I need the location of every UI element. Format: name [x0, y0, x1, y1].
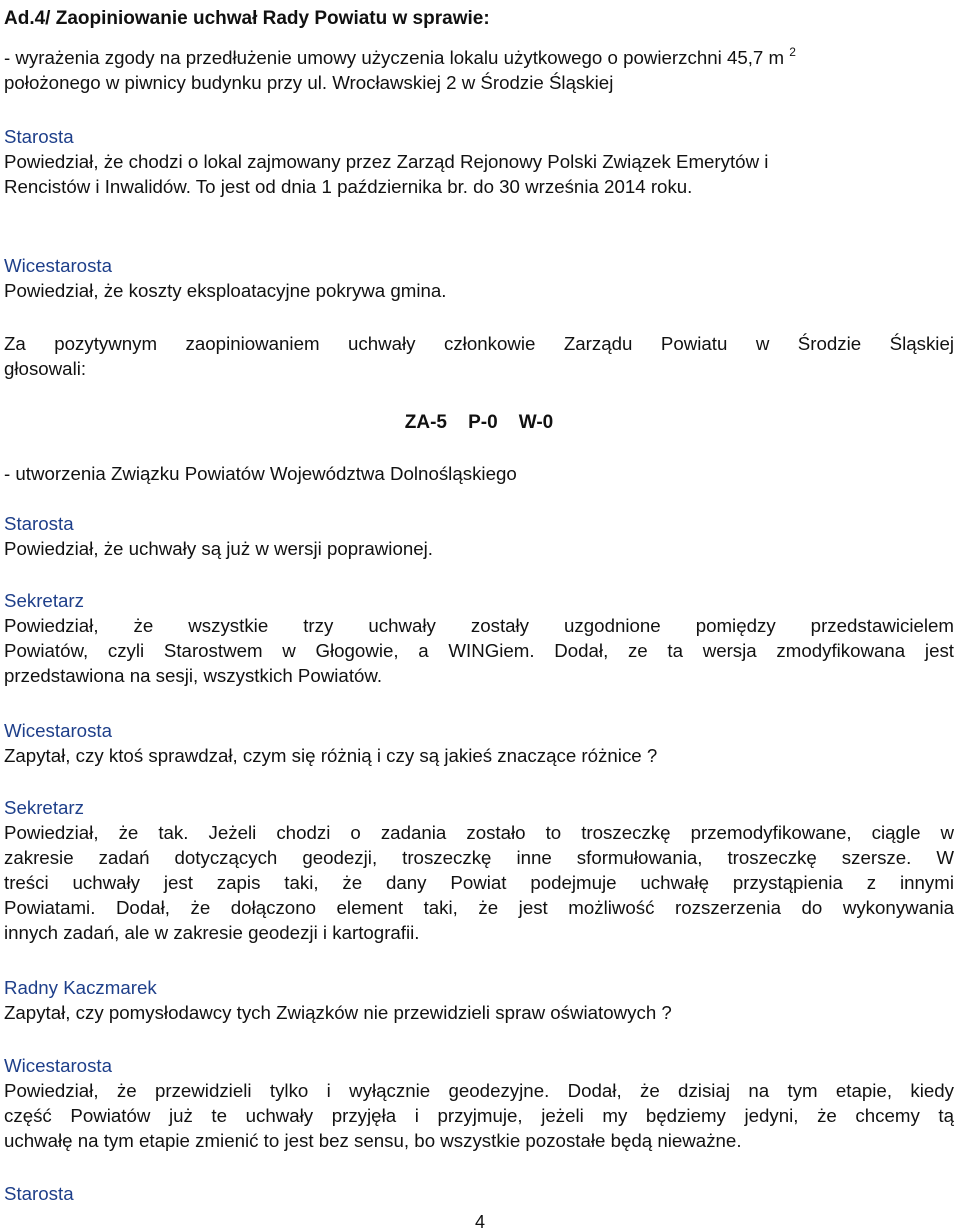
speaker-name: Starosta — [4, 126, 74, 147]
statement-line: Powiatów, czyli Starostwem w Głogowie, a WINGiem. Dodał, ze ta wersja zmodyfikowana jest — [4, 640, 954, 661]
item-line: położonego w piwnicy budynku przy ul. Wrocławskiej 2 w Środzie Śląskiej — [4, 72, 614, 93]
speaker-name: Wicestarosta — [4, 255, 113, 276]
vote-line: Za pozytywnym zaopiniowaniem uchwały członkowie Zarządu Powiatu w Środzie Śląskiej — [4, 333, 954, 354]
statement-line: część Powiatów już te uchwały przyjęła i przyjmuje, jeżeli my będziemy jedyni, że chcemy tą — [4, 1105, 954, 1126]
statement-line: przedstawiona na sesji, wszystkich Powiatów. — [4, 665, 383, 686]
speaker-name: Wicestarosta — [4, 720, 113, 741]
speaker-name: Starosta — [4, 1183, 74, 1204]
speaker-name: Sekretarz — [4, 797, 84, 818]
speaker-name: Sekretarz — [4, 590, 84, 611]
resolution-item-association — [4, 461, 954, 486]
superscript: 2 — [789, 45, 796, 59]
statement-line: uchwałę na tym etapie zmienić to jest bez sensu, bo wszystkie pozostałe będą nieważne. — [4, 1130, 742, 1151]
statement-line: Powiedział, że koszty eksploatacyjne pokrywa gmina. — [4, 280, 447, 301]
statement-line: Powiedział, że tak. Jeżeli chodzi o zadania zostało to troszeczkę przemodyfikowane, ciągle w — [4, 822, 954, 843]
statement-starosta — [4, 1181, 954, 1206]
statement-starosta — [4, 124, 954, 199]
statement-line: Powiedział, że chodzi o lokal zajmowany przez Zarząd Rejonowy Polski Związek Emerytów i — [4, 151, 769, 172]
statement-wicestarosta — [4, 1053, 954, 1153]
statement-line: Powiedział, że uchwały są już w wersji poprawionej. — [4, 538, 433, 559]
item-line: - utworzenia Związku Powiatów Województwa Dolnośląskiego — [4, 463, 517, 484]
statement-line: treści uchwały jest zapis taki, że dany Powiat podejmuje uchwałę przystąpienia z innymi — [4, 872, 954, 893]
speaker-name: Starosta — [4, 513, 74, 534]
statement-radny-kaczmarek — [4, 975, 954, 1025]
statement-sekretarz — [4, 588, 954, 688]
vote-line: głosowali: — [4, 358, 87, 379]
statement-line: Zapytał, czy ktoś sprawdzał, czym się różnią i czy są jakieś znaczące różnice ? — [4, 745, 658, 766]
speaker-name: Wicestarosta — [4, 1055, 113, 1076]
statement-wicestarosta — [4, 718, 954, 768]
statement-line: Zapytał, czy pomysłodawcy tych Związków nie przewidzieli spraw oświatowych ? — [4, 1002, 672, 1023]
statement-line: innych zadań, ale w zakresie geodezji i kartografii. — [4, 922, 420, 943]
statement-starosta — [4, 511, 954, 561]
statement-wicestarosta — [4, 253, 954, 303]
statement-sekretarz — [4, 795, 954, 945]
item-line: - wyrażenia zgody na przedłużenie umowy użyczenia lokalu użytkowego o powierzchni 45,7 m — [4, 47, 785, 68]
resolution-item-lease — [4, 45, 954, 95]
statement-line: zakresie zadań dotyczących geodezji, troszeczkę inne sformułowania, troszeczkę szersze. W — [4, 847, 954, 868]
speaker-name: Radny Kaczmarek — [4, 977, 157, 998]
statement-line: Powiatami. Dodał, że dołączono element taki, że jest możliwość rozszerzenia do wykonywania — [4, 897, 954, 918]
agenda-item-title: Ad.4/ Zaopiniowanie uchwał Rady Powiatu w sprawie: — [4, 8, 490, 29]
vote-result: ZA-5 P-0 W-0 — [404, 412, 554, 433]
statement-line: Rencistów i Inwalidów. To jest od dnia 1 października br. do 30 września 2014 roku. — [4, 176, 693, 197]
page-number: 4 — [474, 1212, 485, 1232]
statement-line: Powiedział, że wszystkie trzy uchwały zostały uzgodnione pomiędzy przedstawicielem — [4, 615, 954, 636]
statement-line: Powiedział, że przewidzieli tylko i wyłącznie geodezyjne. Dodał, że dzisiaj na tym etapie, kiedy — [4, 1080, 954, 1101]
vote-intro — [4, 331, 954, 381]
